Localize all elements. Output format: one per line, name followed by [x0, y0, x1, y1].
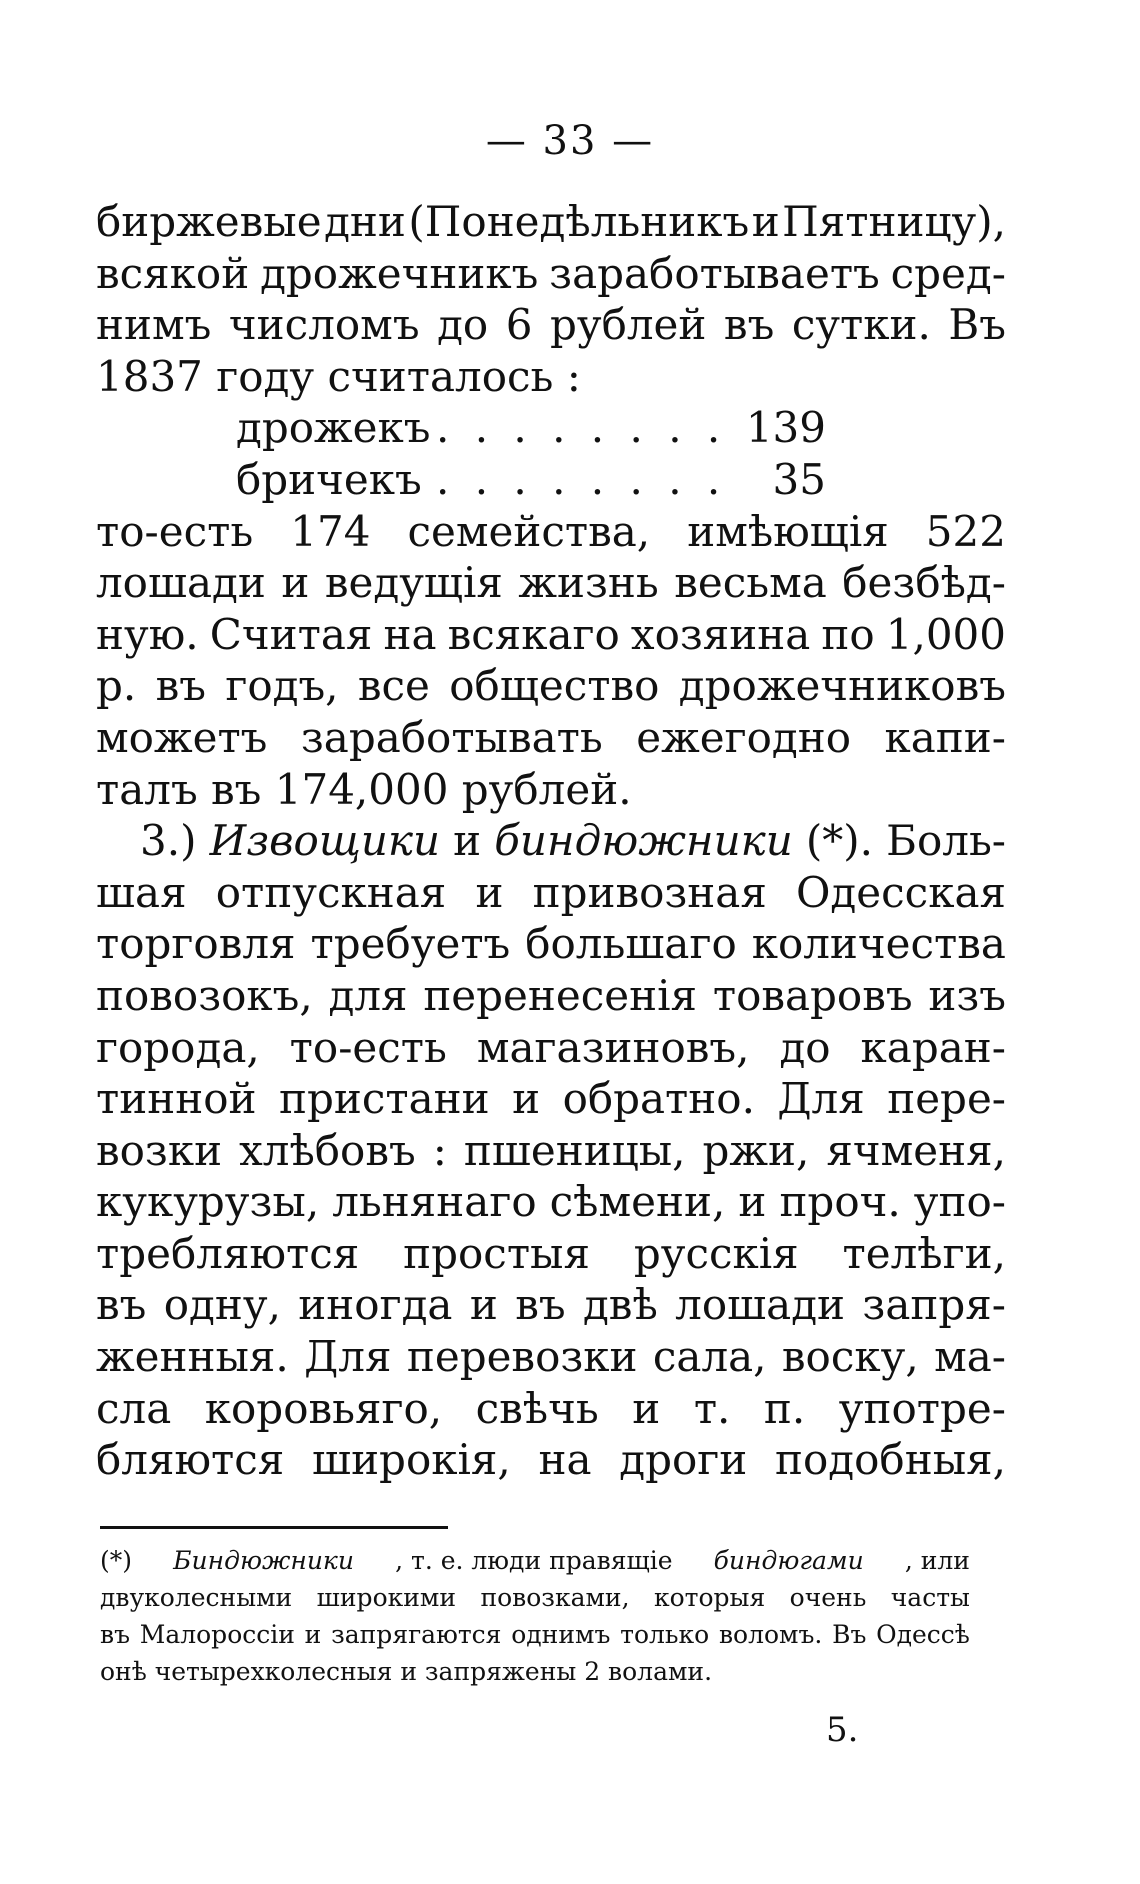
section-term-izvoshchiki: Извощики [209, 816, 441, 866]
section-text-continuation: Боль- [886, 816, 1006, 866]
text-line: сла коровьяго, свѣчь и т. п. употре- [96, 1383, 1006, 1433]
section-conjunction: и [453, 816, 482, 866]
text-line: шая отпускная и привозная Одесская [96, 867, 1006, 917]
text-line: тинной пристани и обратно. Для пере- [96, 1074, 1006, 1124]
footnote-line: онѣ четырехколесныя и запряжены 2 волами. [100, 1657, 713, 1686]
text-line: города, то-есть магазиновъ, до каран- [96, 1022, 1006, 1072]
tally-row-droshky [96, 402, 826, 454]
tally-label: бричекъ [236, 454, 422, 504]
text-line: повозокъ, для перенесенія товаровъ изъ [96, 970, 1006, 1020]
tally-label: дрожекъ [236, 403, 431, 453]
section-3-heading-line [96, 815, 1006, 867]
footnote-line: въ Малороссіи и запрягаются однимъ только воломъ. Въ Одессѣ [100, 1620, 970, 1649]
text-line: торговля требуетъ большаго количества [96, 919, 1006, 969]
section-number: 3.) [140, 816, 197, 866]
text-line: можетъ заработывать ежегодно капи- [96, 712, 1006, 762]
text-line: женныя. Для перевозки сала, воску, ма- [96, 1332, 1006, 1382]
footnote-term-bindyuzhniki: Биндюжники [173, 1546, 354, 1575]
footnote-text: , или [904, 1546, 970, 1575]
main-text [96, 196, 1006, 1486]
footnote-line [100, 1542, 970, 1579]
tally-row-britzka [96, 454, 826, 506]
text-line: талъ въ 174,000 рублей. [96, 764, 632, 814]
tally-value: 139 [745, 403, 826, 453]
footnote-text: , т. е. люди правящіе [395, 1546, 673, 1575]
tally-value: 35 [772, 454, 826, 504]
printer-signature-mark: 5. [826, 1710, 859, 1750]
text-line: бляются широкія, на дроги подобныя, [96, 1435, 1006, 1485]
text-line: биржевые дни (Понедѣльникъ и Пятницу), [96, 197, 1006, 246]
text-line: то-есть 174 семейства, имѣющія 522 [96, 506, 1006, 556]
page-number-header: — 33 — [485, 118, 655, 164]
text-line: всякой дрожечникъ заработываетъ сред- [96, 248, 1006, 298]
text-line: кукурузы, льнянаго сѣмени, и проч. упо- [96, 1177, 1006, 1227]
text-line: возки хлѣбовъ : пшеницы, ржи, ячменя, [96, 1125, 1006, 1175]
footnote-ref-mark: (*) [100, 1546, 133, 1575]
footnote-term-bindyugami: биндюгами [713, 1546, 864, 1575]
footnote [100, 1542, 970, 1690]
text-line: ную. Считая на всякаго хозяина по 1,000 [96, 609, 1006, 659]
text-line: лошади и ведущія жизнь весьма безбѣд- [96, 558, 1006, 608]
text-line: въ одну, иногда и въ двѣ лошади запря- [96, 1280, 1006, 1330]
text-line: р. въ годъ, все общество дрожечниковъ [96, 661, 1006, 711]
footnote-separator-rule [100, 1526, 448, 1529]
section-term-bindyuzhniki: биндюжники [494, 816, 793, 866]
tally-dots: . . . . . . . . [436, 454, 727, 504]
text-line: 1837 году считалось : [96, 351, 581, 401]
text-line: нимъ числомъ до 6 рублей въ сутки. Въ [96, 300, 1006, 350]
footnote-line: двуколесными широкими повозками, которыя очень часты [100, 1583, 970, 1612]
tally-dots: . . . . . . . . [436, 403, 727, 453]
text-line: требляются простыя русскія телѣги, [96, 1228, 1006, 1278]
footnote-reference-mark: (*). [805, 816, 874, 866]
